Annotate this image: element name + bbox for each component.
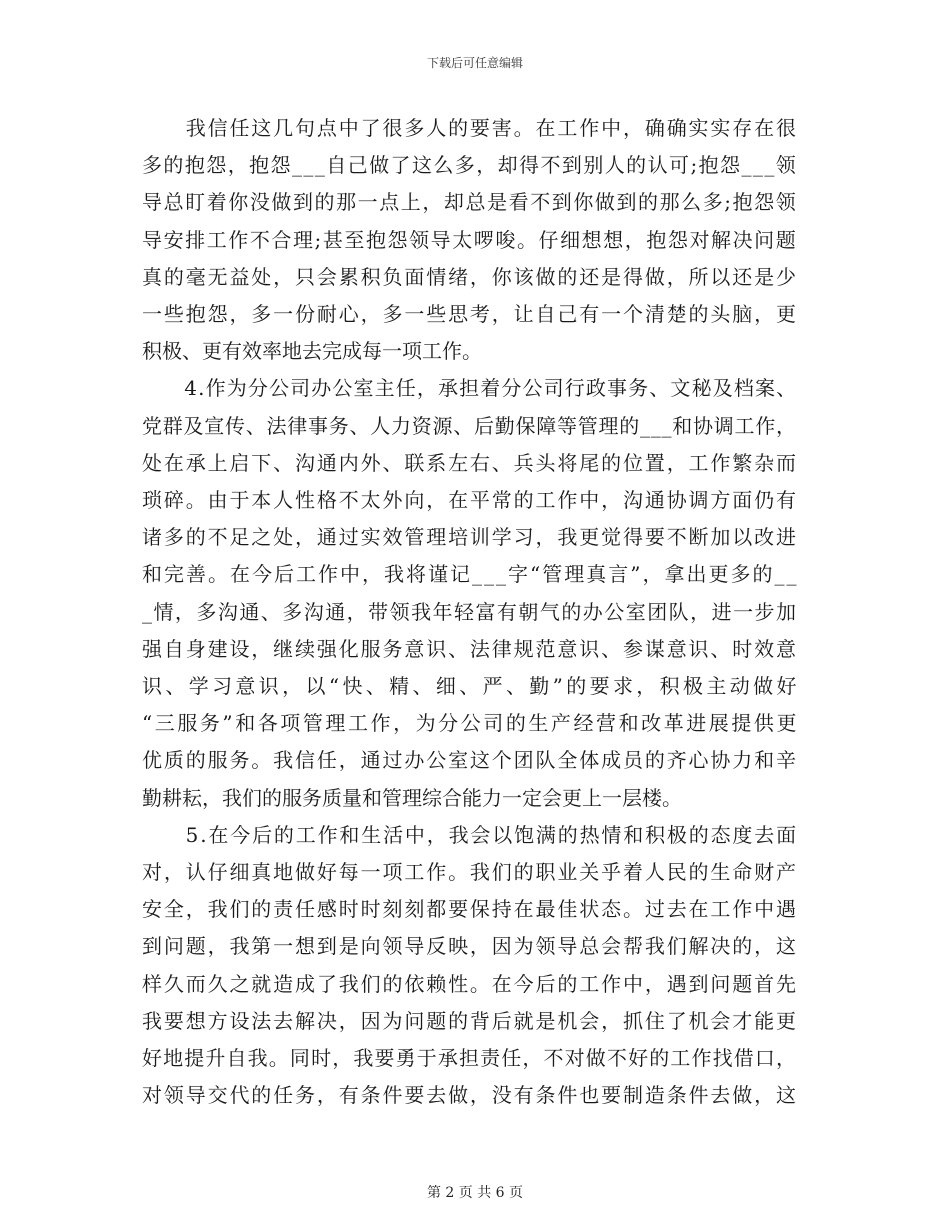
body-line: 到问题，我第一想到是向领导反映，因为领导总会帮我们解决的，这	[142, 934, 798, 959]
body-line: 处在承上启下、沟通内外、联系左右、兵头将尾的位置，工作繁杂而	[142, 450, 798, 475]
body-line: 真的毫无益处，只会累积负面情绪，你该做的还是得做，所以还是少	[142, 264, 798, 289]
body-line: 导安排工作不合理;甚至抱怨领导太啰唆。仔细想想，抱怨对解决问题	[142, 227, 798, 252]
body-line: 安全，我们的责任感时时刻刻都要保持在最佳状态。过去在工作中遇	[142, 897, 798, 922]
page-header: 下载后可任意编辑	[426, 56, 523, 70]
body-line: 导总盯着你没做到的那一点上，却总是看不到你做到的那么多;抱怨领	[142, 190, 798, 215]
body-line: 4.作为分公司办公室主任，承担着分公司行政事务、文秘及档案、	[142, 376, 798, 401]
body-line: 多的抱怨，抱怨___自己做了这么多，却得不到别人的认可;抱怨___领	[142, 153, 798, 178]
body-line: 和完善。在今后工作中，我将谨记___字“管理真言”，拿出更多的__	[142, 562, 799, 587]
body-line: 积极、更有效率地去完成每一项工作。	[142, 339, 482, 364]
body-line: 党群及宣传、法律事务、人力资源、后勤保障等管理的___和协调工作，	[142, 413, 797, 438]
body-line: 好地提升自我。同时，我要勇于承担责任，不对做不好的工作找借口，	[142, 1046, 798, 1070]
body-line: 对，认仔细真地做好每一项工作。我们的职业关乎着人民的生命财产	[142, 860, 798, 884]
body-line: 我信任这几句点中了很多人的要害。在工作中，确确实实存在很	[142, 116, 798, 140]
body-line: 优质的服务。我信任，通过办公室这个团队全体成员的齐心协力和辛	[142, 748, 798, 773]
body-line: 强自身建设，继续强化服务意识、法律规范意识、参谋意识、时效意	[142, 636, 798, 661]
body-line: 诸多的不足之处，通过实效管理培训学习，我更觉得要不断加以改进	[142, 525, 798, 550]
page-footer: 第 2 页 共 6 页	[426, 1185, 524, 1201]
body-line: 识、学习意识，以“快、精、细、严、勤”的要求，积极主动做好	[142, 674, 800, 698]
body-line: 对领导交代的任务，有条件要去做，没有条件也要制造条件去做，这	[142, 1083, 798, 1108]
body-line: 勤耕耘，我们的服务质量和管理综合能力一定会更上一层楼。	[142, 785, 682, 810]
body-line: 5.在今后的工作和生活中，我会以饱满的热情和积极的态度去面	[142, 822, 798, 847]
body-line: “三服务”和各项管理工作，为分公司的生产经营和改革进展提供更	[142, 711, 800, 736]
body-line: 琐碎。由于本人性格不太外向，在平常的工作中，沟通协调方面仍有	[142, 488, 798, 512]
body-line: 一些抱怨，多一份耐心，多一些思考，让自己有一个清楚的头脑，更	[142, 302, 798, 326]
body-line: 我要想方设法去解决，因为问题的背后就是机会，抓住了机会才能更	[142, 1008, 798, 1033]
body-line: 样久而久之就造成了我们的依赖性。在今后的工作中，遇到问题首先	[142, 971, 798, 996]
body-line: _情，多沟通、多沟通，带领我年轻富有朝气的办公室团队，进一步加	[142, 599, 798, 624]
